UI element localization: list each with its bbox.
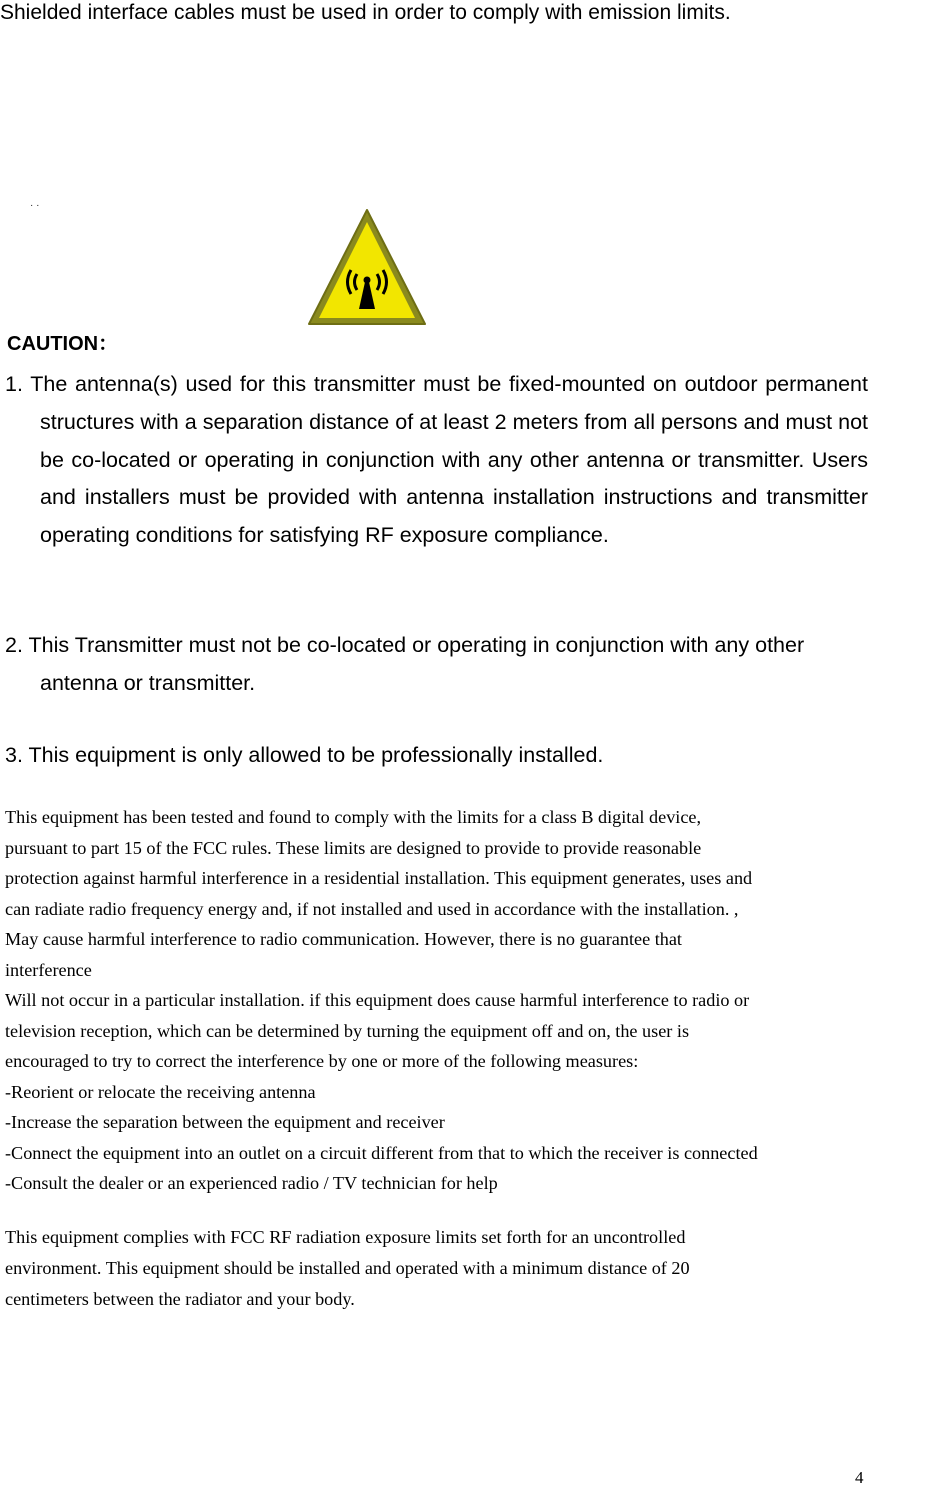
fcc-line: interference bbox=[5, 959, 92, 980]
rf-line: This equipment complies with FCC RF radiation exposure limits set forth for an uncontrolled bbox=[5, 1227, 686, 1247]
rf-exposure-statement bbox=[5, 1222, 951, 1315]
rf-line: environment. This equipment should be installed and operated with a minimum distance of 20 bbox=[5, 1258, 690, 1278]
fcc-line: can radiate radio frequency energy and, if not installed and used in accordance with the installation. , bbox=[5, 898, 739, 919]
caution-item-1-number: 1. bbox=[5, 372, 23, 396]
fcc-line: Will not occur in a particular installation. if this equipment does cause harmful interference to radio or bbox=[5, 990, 750, 1010]
caution-item-2 bbox=[0, 627, 868, 703]
fcc-measure: -Consult the dealer or an experienced radio / TV technician for help bbox=[5, 1173, 498, 1193]
fcc-statement bbox=[5, 802, 951, 1199]
caution-item-3-text: This equipment is only allowed to be professionally installed. bbox=[28, 743, 604, 767]
fcc-measure: -Increase the separation between the equipment and receiver bbox=[5, 1112, 445, 1132]
fcc-line: May cause harmful interference to radio communication. However, there is no guarantee that bbox=[5, 929, 682, 949]
caution-item-1-text: The antenna(s) used for this transmitter must be fixed-mounted on outdoor permanent structures with a separation distance of at least 2 meters from all persons and must not be co-located or operating in conjunction with any other antenna or transmitter. Users and installers must be provided with antenna installation instructions and transmitter operating conditions for satisfying RF exposure compliance. bbox=[30, 372, 868, 548]
rf-line: centimeters between the radiator and your body. bbox=[5, 1289, 355, 1309]
stray-mark: · · bbox=[30, 200, 40, 211]
fcc-line: pursuant to part 15 of the FCC rules. These limits are designed to provide to provide reasonable bbox=[5, 837, 702, 858]
caution-item-3 bbox=[0, 737, 868, 775]
shielded-cables-notice: Shielded interface cables must be used in order to comply with emission limits. bbox=[0, 1, 731, 24]
rf-radiation-warning-icon bbox=[305, 206, 429, 328]
caution-item-2-text: This Transmitter must not be co-located or operating in conjunction with any other antenna or transmitter. bbox=[28, 633, 805, 695]
fcc-line: television reception, which can be determined by turning the equipment off and on, the user is bbox=[5, 1020, 690, 1041]
page-number: 4 bbox=[855, 1468, 864, 1487]
fcc-measure: -Connect the equipment into an outlet on a circuit different from that to which the receiver is connected bbox=[5, 1142, 758, 1163]
caution-item-2-number: 2. bbox=[5, 633, 23, 657]
fcc-line: This equipment has been tested and found to comply with the limits for a class B digital device, bbox=[5, 807, 702, 827]
caution-heading: CAUTION： bbox=[7, 333, 119, 355]
caution-item-1 bbox=[0, 366, 868, 555]
caution-item-3-number: 3. bbox=[5, 743, 23, 767]
fcc-line: protection against harmful interference in a residential installation. This equipment generates, uses and bbox=[5, 868, 753, 888]
fcc-measure: -Reorient or relocate the receiving antenna bbox=[5, 1081, 316, 1102]
fcc-line: encouraged to try to correct the interference by one or more of the following measures: bbox=[5, 1051, 639, 1071]
